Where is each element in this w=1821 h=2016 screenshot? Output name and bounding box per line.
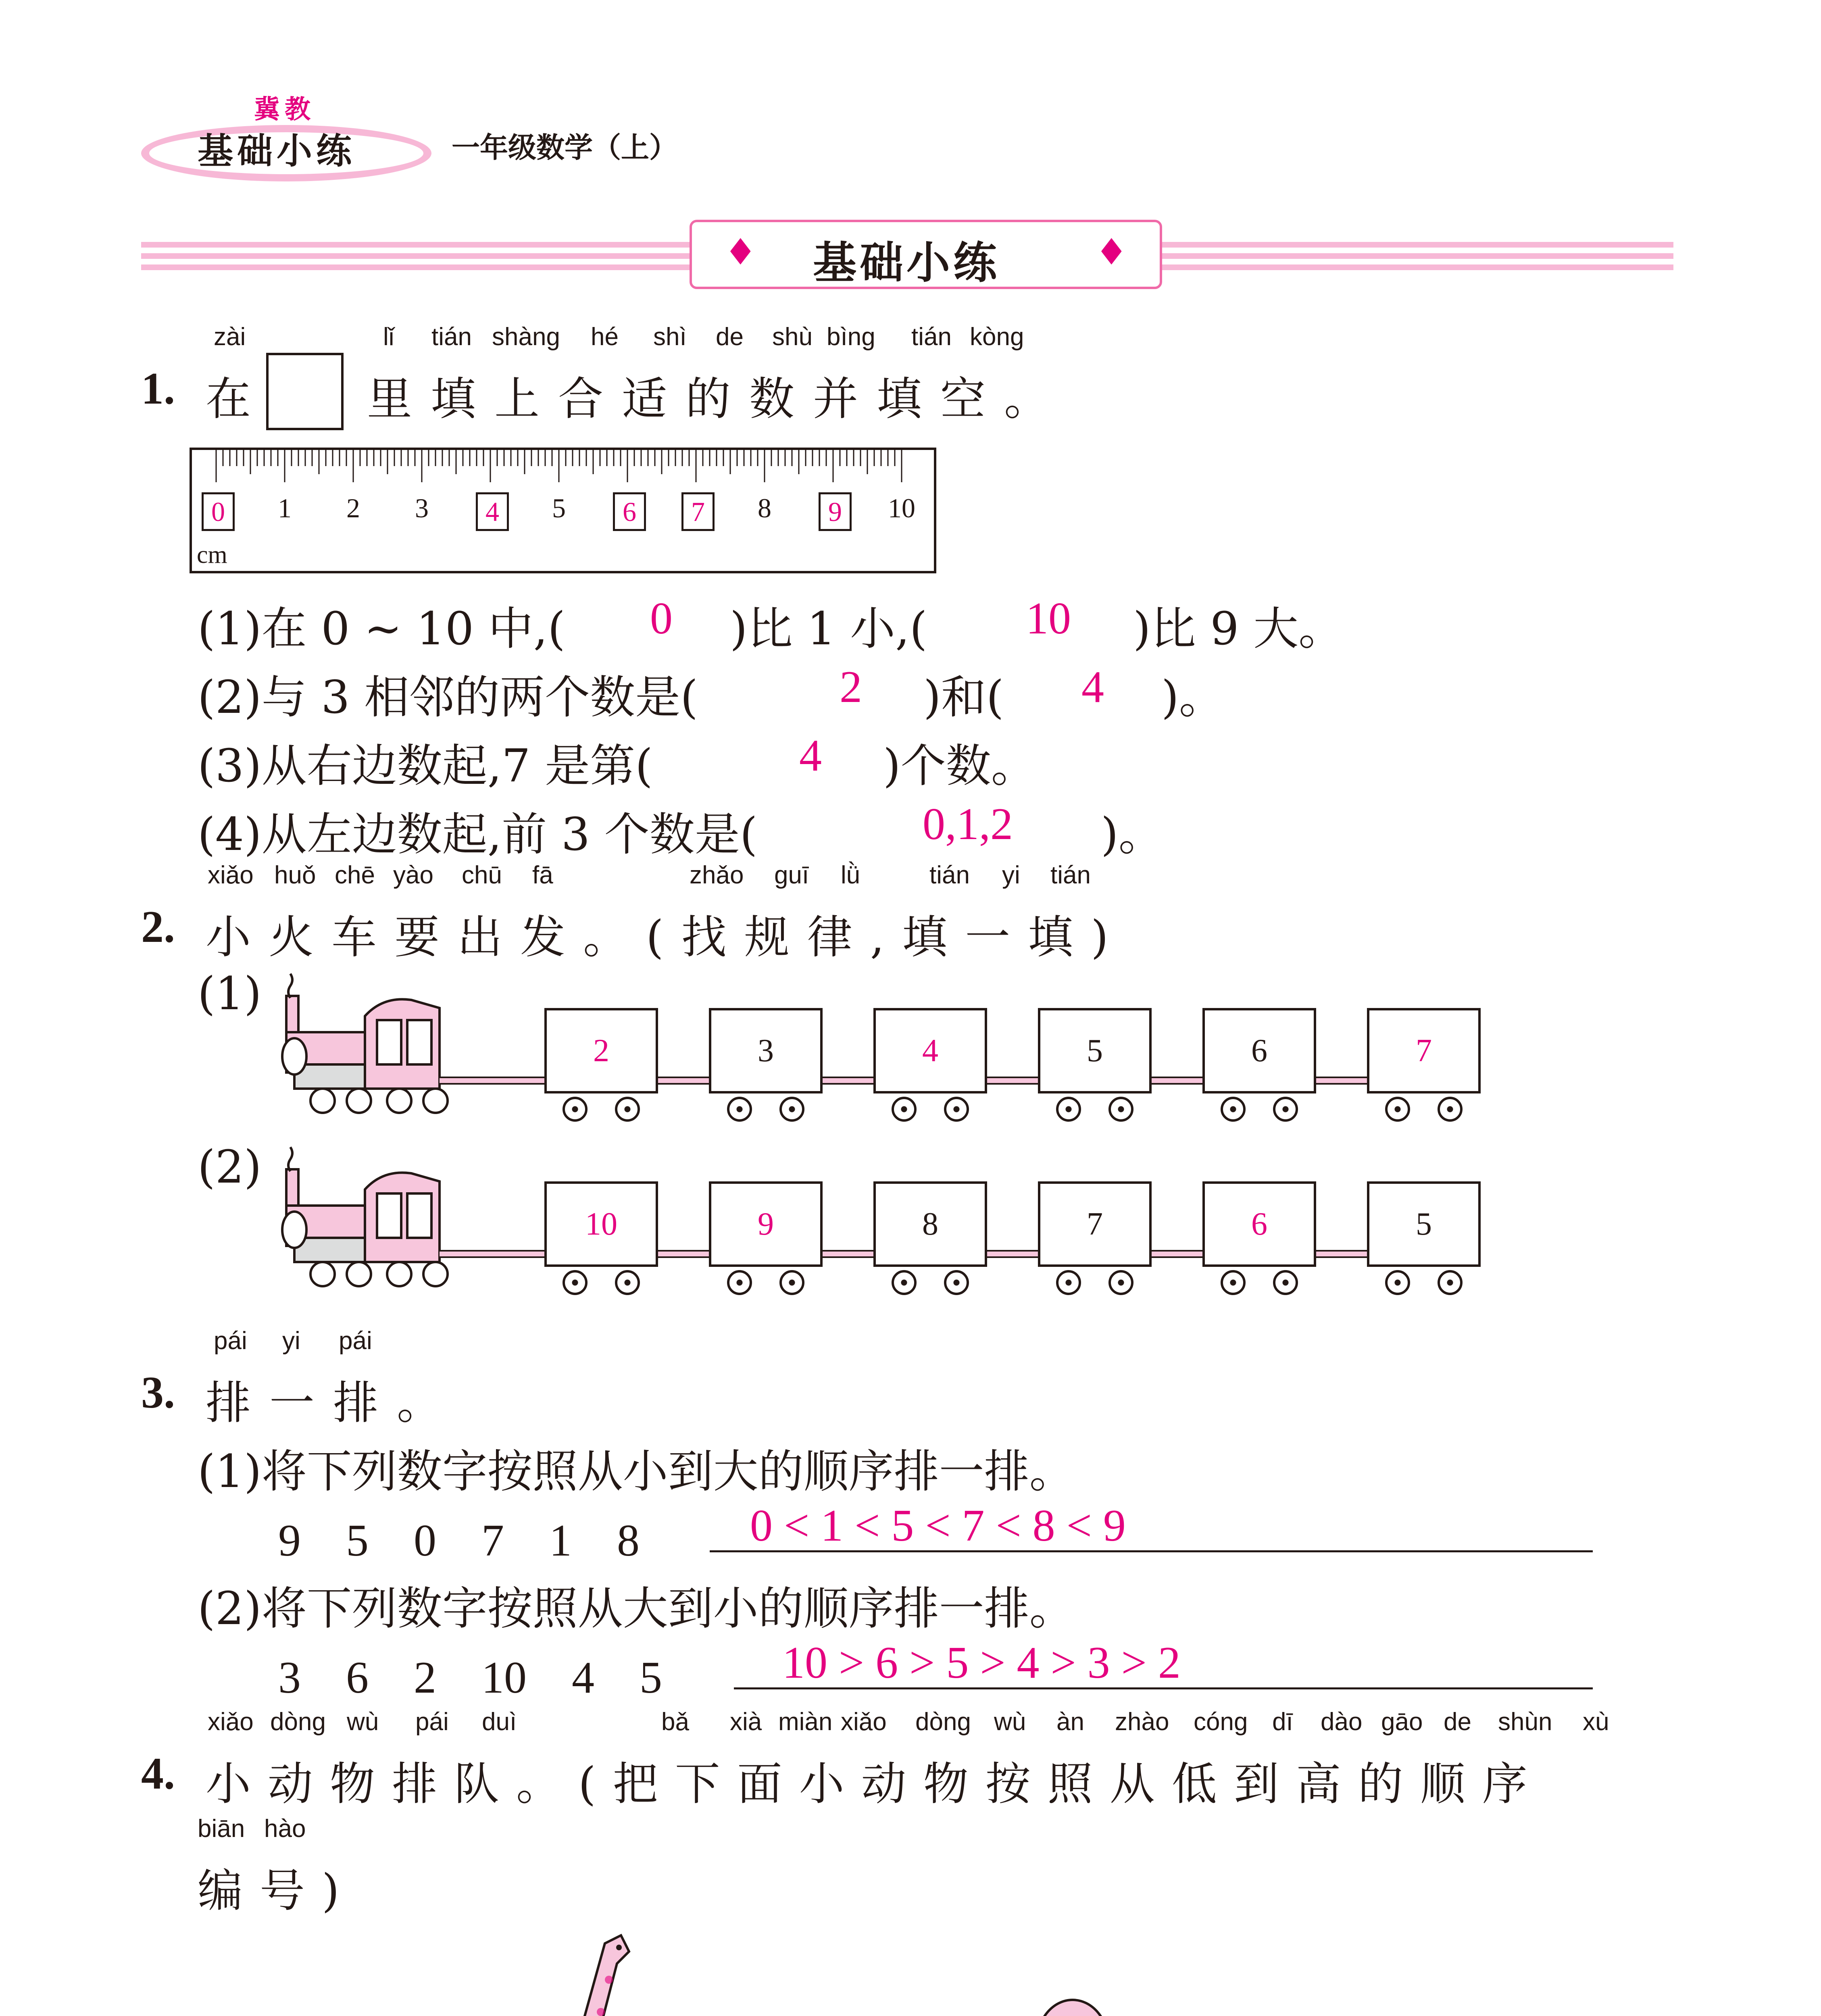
wheel-icon	[1056, 1097, 1081, 1122]
q4-text-1: 小动物排队。(把下面小动物按照从低到高的顺序	[206, 1758, 1544, 1810]
q1-sub2-answer-1: 2	[840, 662, 862, 712]
wheel-icon	[779, 1270, 804, 1295]
q4-number: 4.	[141, 1749, 175, 1799]
pinyin: pái	[214, 1327, 247, 1355]
pinyin: huǒ	[274, 861, 316, 889]
ruler-number: 9	[819, 492, 852, 531]
wheel-icon	[892, 1270, 917, 1295]
q1-sub3-text-a: (3)从右边数起,7 是第(	[198, 740, 653, 792]
wheel-icon	[1221, 1097, 1246, 1122]
wheel-icon	[563, 1097, 588, 1122]
train-car: 4	[873, 1008, 987, 1093]
train-car: 6	[1202, 1181, 1316, 1267]
train-2	[194, 1141, 1524, 1302]
header	[137, 81, 742, 185]
ruler	[190, 448, 936, 573]
wheel-icon	[727, 1097, 752, 1122]
pinyin: hào	[264, 1815, 306, 1843]
q1-number: 1.	[141, 364, 175, 414]
pinyin: bǎ	[661, 1708, 689, 1736]
q2-number: 2.	[141, 902, 175, 952]
pinyin: tián	[911, 323, 952, 351]
train-label: (1)	[198, 968, 262, 1020]
pinyin: gāo	[1381, 1708, 1423, 1736]
pinyin: guī	[774, 861, 809, 889]
train-car: 5	[1367, 1181, 1481, 1267]
pinyin: shùn	[1498, 1708, 1552, 1736]
q1-sub1-text-b: )比 1 小,(	[730, 603, 927, 655]
section-title-box	[690, 220, 1162, 289]
wheel-icon	[1108, 1097, 1133, 1122]
q3-sub2-numbers: 3 6 2 10 4 5	[278, 1653, 662, 1703]
q1-blank-box	[266, 353, 344, 430]
train-car: 10	[544, 1181, 658, 1267]
train-car: 3	[709, 1008, 823, 1093]
q1-sub1	[198, 593, 565, 658]
ruler-number: 3	[415, 493, 429, 523]
wheel-icon	[727, 1270, 752, 1295]
wheel-icon	[1438, 1097, 1463, 1122]
pinyin: hé	[591, 323, 619, 351]
wheel-icon	[563, 1270, 588, 1295]
elephant-icon	[1024, 1992, 1234, 2016]
ruler-number: 10	[888, 493, 915, 523]
ruler-number: 4	[476, 492, 509, 531]
ruler-number: 5	[552, 493, 566, 523]
q1-sub3-text-b: )个数。	[883, 740, 1036, 792]
ruler-number: 0	[202, 492, 235, 531]
q1-sub2-text-a: (2)与 3 相邻的两个数是(	[198, 671, 698, 724]
q1-sub1-answer-2: 10	[1026, 594, 1071, 644]
pinyin: àn	[1056, 1708, 1084, 1736]
wheel-icon	[1056, 1270, 1081, 1295]
ruler-number: 6	[613, 492, 646, 531]
locomotive-icon	[278, 968, 488, 1129]
pinyin: dòng	[915, 1708, 971, 1736]
ruler-number: 8	[758, 493, 771, 523]
ruler-number: 1	[278, 493, 292, 523]
q1-text-b: 里填上合适的数并填空。	[367, 373, 1068, 425]
q2-text: 小火车要出发。(找规律,填一填)	[206, 911, 1126, 964]
q3-sub1-answer: 0 < 1 < 5 < 7 < 8 < 9	[750, 1501, 1126, 1551]
pinyin: yào	[393, 861, 433, 889]
pinyin: xiǎo	[841, 1708, 887, 1736]
diamond-icon: ♦	[1095, 231, 1128, 273]
train-car: 9	[709, 1181, 823, 1267]
pinyin: shàng	[492, 323, 560, 351]
pinyin: kòng	[970, 323, 1024, 351]
giraffe-icon	[452, 1919, 661, 2016]
pinyin: miàn	[778, 1708, 833, 1736]
locomotive-icon	[278, 1141, 488, 1302]
pinyin: zài	[214, 323, 246, 351]
wheel-icon	[944, 1270, 969, 1295]
q1-sub1-text-a: (1)在 0 ~ 10 中,(	[198, 603, 565, 655]
pinyin: lǜ	[841, 861, 860, 889]
ruler-number: 2	[346, 493, 360, 523]
pinyin: shì	[653, 323, 687, 351]
q1-sub1-text-c: )比 9 大。	[1133, 603, 1344, 655]
pinyin: zhǎo	[690, 861, 744, 889]
pinyin: dī	[1272, 1708, 1293, 1736]
pinyin: xià	[730, 1708, 762, 1736]
wheel-icon	[1108, 1270, 1133, 1295]
pinyin: chū	[462, 861, 502, 889]
q1-sub2-text-b: )和(	[923, 671, 1004, 724]
pinyin: wù	[994, 1708, 1026, 1736]
brand-title: 基础小练	[198, 130, 356, 172]
pinyin: dòng	[270, 1708, 326, 1736]
train-car: 8	[873, 1181, 987, 1267]
train-car: 2	[544, 1008, 658, 1093]
pinyin: xiǎo	[208, 861, 254, 889]
pinyin: yi	[282, 1327, 300, 1355]
wheel-icon	[1273, 1097, 1298, 1122]
wheel-icon	[615, 1270, 640, 1295]
wheel-icon	[1273, 1270, 1298, 1295]
section-stripes-right	[1157, 242, 1673, 270]
q1-sub4-text-a: (4)从左边数起,前 3 个数是(	[198, 808, 758, 861]
pinyin: shù	[772, 323, 813, 351]
pinyin: fā	[532, 861, 553, 889]
q1-sub1-answer-1: 0	[650, 594, 673, 644]
q3-sub2-text: (2)将下列数字按照从大到小的顺序排一排。	[198, 1583, 1075, 1635]
q1-sub2-answer-2: 4	[1081, 662, 1104, 712]
pinyin: dào	[1321, 1708, 1363, 1736]
pinyin: tián	[1050, 861, 1091, 889]
train-car: 6	[1202, 1008, 1316, 1093]
wheel-icon	[892, 1097, 917, 1122]
pinyin: xiǎo	[208, 1708, 254, 1736]
wheel-icon	[944, 1097, 969, 1122]
grade-label: 一年级数学（上）	[452, 131, 677, 164]
train-label: (2)	[198, 1141, 262, 1193]
pinyin: de	[716, 323, 744, 351]
wheel-icon	[779, 1097, 804, 1122]
pinyin: xù	[1583, 1708, 1609, 1736]
pinyin: biān	[198, 1815, 245, 1843]
q3-sub1-text: (1)将下列数字按照从小到大的顺序排一排。	[198, 1445, 1075, 1498]
wheel-icon	[1221, 1270, 1246, 1295]
pinyin: chē	[335, 861, 375, 889]
pinyin: de	[1444, 1708, 1471, 1736]
q1-sub4-answer: 0,1,2	[923, 799, 1013, 849]
ruler-ticks	[192, 450, 934, 498]
q1-sub4-text-b: )。	[1101, 808, 1164, 861]
q1-text-a: 在	[206, 373, 262, 425]
wheel-icon	[615, 1097, 640, 1122]
q1-sub3-answer: 4	[799, 731, 822, 781]
ruler-unit: cm	[197, 541, 227, 569]
section-stripes-left	[141, 242, 690, 270]
wheel-icon	[1438, 1270, 1463, 1295]
ruler-number: 7	[681, 492, 715, 531]
section-title: 基础小练	[813, 238, 1000, 288]
train-car: 7	[1367, 1008, 1481, 1093]
diamond-icon: ♦	[724, 231, 757, 273]
pinyin: bìng	[827, 323, 875, 351]
pinyin: zhào	[1115, 1708, 1169, 1736]
q3-text: 排一排。	[206, 1377, 460, 1429]
brand-top: 冀教	[254, 95, 315, 125]
wheel-icon	[1385, 1097, 1410, 1122]
q1-sub2-text-c: )。	[1161, 671, 1224, 724]
pinyin: cóng	[1194, 1708, 1248, 1736]
pinyin: tián	[929, 861, 970, 889]
q3-sub2-answer: 10 > 6 > 5 > 4 > 3 > 2	[782, 1638, 1181, 1688]
train-car: 7	[1038, 1181, 1152, 1267]
q3-sub1-numbers: 9 5 0 7 1 8	[278, 1516, 640, 1566]
pinyin: lǐ	[383, 323, 394, 351]
pinyin: duì	[482, 1708, 517, 1736]
train-car: 5	[1038, 1008, 1152, 1093]
pinyin: pái	[415, 1708, 449, 1736]
pinyin: tián	[431, 323, 472, 351]
q3-number: 3.	[141, 1368, 175, 1418]
horse-icon	[1306, 2008, 1508, 2016]
pinyin: yi	[1002, 861, 1020, 889]
q4-text-2: 编号)	[198, 1865, 356, 1917]
pinyin: pái	[339, 1327, 372, 1355]
wheel-icon	[1385, 1270, 1410, 1295]
pinyin: wù	[347, 1708, 379, 1736]
train-1	[194, 968, 1524, 1129]
